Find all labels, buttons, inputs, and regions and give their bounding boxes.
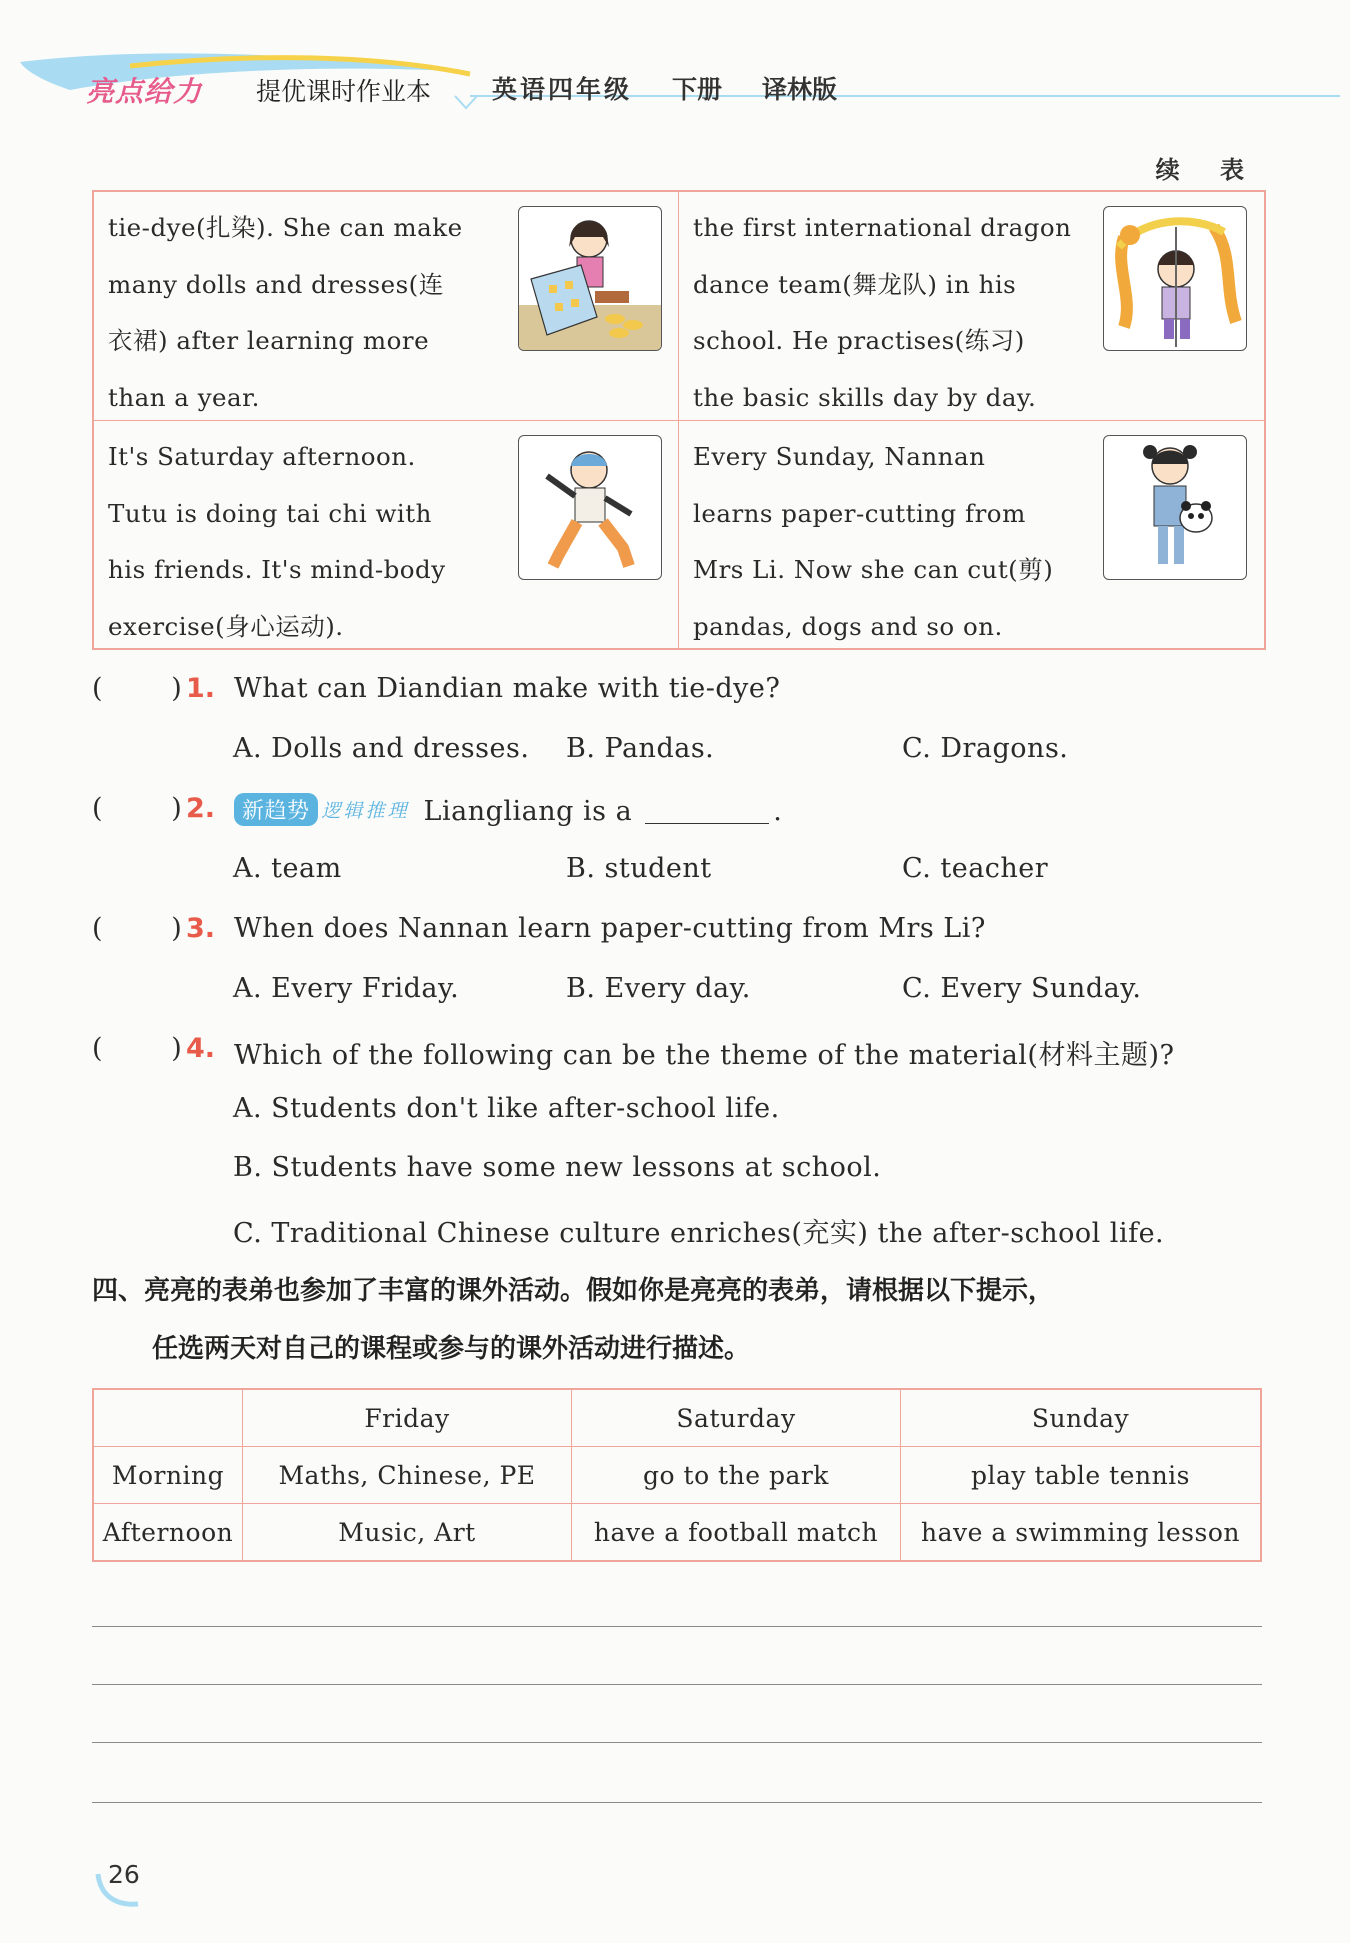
question-number: 1. — [186, 673, 216, 704]
question-number: 2. — [186, 793, 216, 824]
section-4-instructions-cont: 任选两天对自己的课程或参与的课外活动进行描述。 — [152, 1334, 751, 1364]
answer-blank[interactable]: ( ) — [92, 793, 182, 824]
passage-cell-diandian — [94, 192, 679, 421]
option-b: B. Pandas. — [566, 733, 715, 764]
row-header-morning: Morning — [93, 1447, 243, 1504]
passage-text — [693, 429, 1077, 655]
column-header-friday: Friday — [243, 1389, 572, 1447]
table-row — [93, 1447, 1261, 1504]
new-trend-badge: 新趋势 — [234, 793, 318, 826]
reading-passage-table — [92, 190, 1266, 650]
question-stem — [234, 793, 782, 827]
writing-line[interactable] — [92, 1742, 1262, 1743]
option-a: A. team — [233, 853, 342, 884]
answer-blank[interactable]: ( ) — [92, 673, 182, 704]
question-stem: What can Diandian make with tie-dye? — [234, 673, 781, 704]
table-cell: have a football match — [572, 1504, 901, 1562]
option-c: C. Dragons. — [902, 733, 1069, 764]
passage-line: school. He practises(练习) — [693, 326, 1025, 355]
volume-label: 下册 — [672, 75, 723, 104]
table-row — [93, 1504, 1261, 1562]
passage-line: tie-dye(扎染). She can make — [108, 213, 463, 242]
series-title: 提优课时作业本 — [256, 77, 432, 106]
passage-line: Mrs Li. Now she can cut(剪) — [693, 555, 1054, 584]
passage-line: many dolls and dresses(连 — [108, 269, 444, 299]
option-b: B. Students have some new lessons at school. — [233, 1152, 882, 1183]
passage-text — [693, 200, 1077, 426]
writing-line[interactable] — [92, 1626, 1262, 1627]
boy-tai-chi-illustration — [518, 435, 662, 580]
logic-reasoning-label: 逻辑推理 — [321, 800, 410, 822]
passage-line: Every Sunday, Nannan — [693, 442, 986, 471]
passage-cell-tutu — [94, 421, 679, 648]
brand-logo: 亮点给力 — [86, 75, 203, 108]
passage-line: 衣裙) after learning more — [108, 326, 430, 355]
option-b: B. student — [566, 853, 712, 884]
passage-line: exercise(身心运动). — [108, 611, 344, 641]
passage-line: the first international dragon — [693, 213, 1072, 242]
option-c: C. teacher — [902, 853, 1049, 884]
girl-tie-dye-illustration — [518, 206, 662, 351]
page-header — [0, 0, 1350, 140]
question-number: 4. — [186, 1033, 216, 1064]
edition-label: 译林版 — [762, 75, 838, 104]
passage-line: dance team(舞龙队) in his — [693, 269, 1017, 299]
option-b: B. Every day. — [566, 973, 751, 1004]
passage-line: It's Saturday afternoon. — [108, 442, 416, 471]
column-header-sunday: Sunday — [901, 1389, 1262, 1447]
table-cell: Music, Art — [243, 1504, 572, 1562]
answer-blank[interactable]: ( ) — [92, 1033, 182, 1064]
continued-label: 续 表 — [1155, 156, 1260, 184]
passage-line: pandas, dogs and so on. — [693, 611, 1003, 641]
table-cell: play table tennis — [901, 1447, 1262, 1504]
passage-cell-liangliang — [679, 192, 1264, 421]
stem-end: . — [773, 796, 783, 827]
stem-text: Liangliang is a — [423, 796, 633, 827]
table-cell: have a swimming lesson — [901, 1504, 1262, 1562]
fill-blank[interactable] — [645, 799, 769, 824]
grade-label: 英语四年级 — [492, 75, 633, 104]
schedule-table — [92, 1388, 1262, 1562]
section-4-instructions: 四、亮亮的表弟也参加了丰富的课外活动。假如你是亮亮的表弟，请根据以下提示， — [92, 1276, 1055, 1306]
question-stem: When does Nannan learn paper-cutting from Mrs Li? — [234, 913, 986, 944]
passage-cell-nannan — [679, 421, 1264, 648]
question-number: 3. — [186, 913, 216, 944]
question-stem: Which of the following can be the theme of the material(材料主题)? — [234, 1040, 1175, 1071]
writing-line[interactable] — [92, 1802, 1262, 1803]
boy-dragon-dance-illustration — [1103, 206, 1247, 351]
option-a: A. Dolls and dresses. — [233, 733, 530, 764]
passage-line: the basic skills day by day. — [693, 382, 1037, 412]
passage-line: Tutu is doing tai chi with — [108, 498, 432, 528]
girl-panda-papercut-illustration — [1103, 435, 1247, 580]
option-a: A. Students don't like after-school life. — [233, 1093, 780, 1124]
page-number: 26 — [108, 1860, 140, 1889]
table-cell: Maths, Chinese, PE — [243, 1447, 572, 1504]
passage-line: than a year. — [108, 382, 260, 412]
passage-line: his friends. It's mind-body — [108, 555, 446, 584]
option-c: C. Every Sunday. — [902, 973, 1142, 1004]
table-corner-cell — [93, 1389, 243, 1447]
passage-text — [108, 429, 492, 655]
passage-text — [108, 200, 492, 426]
row-header-afternoon: Afternoon — [93, 1504, 243, 1562]
option-c: C. Traditional Chinese culture enriches(充实) the after-school life. — [233, 1218, 1165, 1249]
writing-line[interactable] — [92, 1684, 1262, 1685]
table-header-row — [93, 1389, 1261, 1447]
answer-blank[interactable]: ( ) — [92, 913, 182, 944]
option-a: A. Every Friday. — [233, 973, 460, 1004]
table-cell: go to the park — [572, 1447, 901, 1504]
column-header-saturday: Saturday — [572, 1389, 901, 1447]
passage-line: learns paper-cutting from — [693, 498, 1026, 528]
